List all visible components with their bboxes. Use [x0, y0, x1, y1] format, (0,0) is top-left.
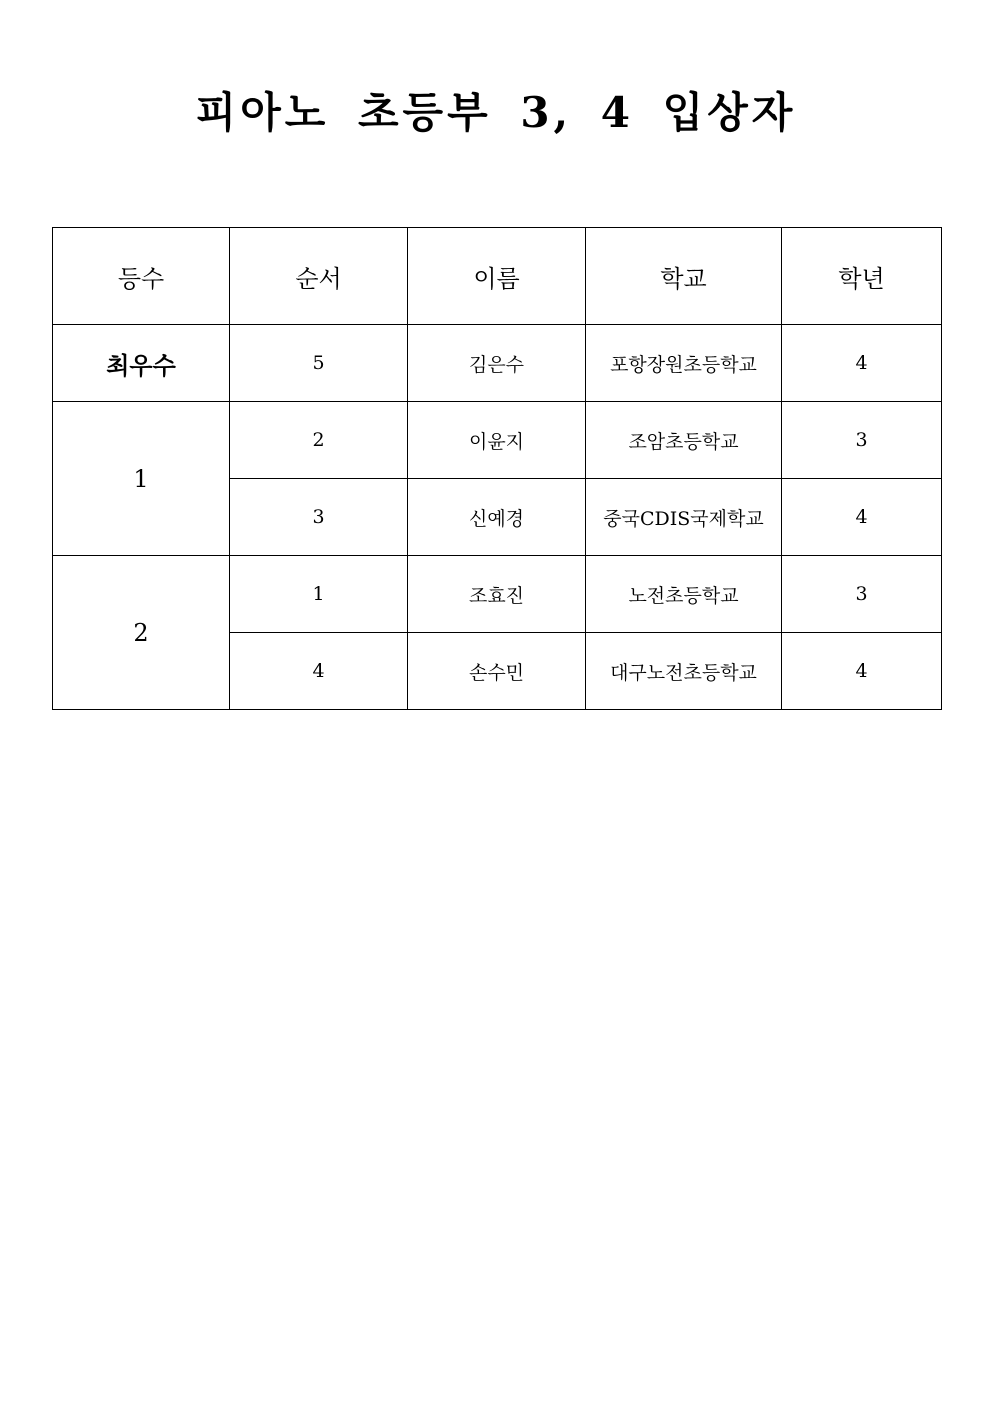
grade-cell: 4 — [782, 325, 942, 402]
name-cell: 조효진 — [408, 556, 586, 633]
grade-cell: 3 — [782, 402, 942, 479]
name-cell: 손수민 — [408, 633, 586, 710]
table-row — [53, 402, 942, 479]
school-cell: 조암초등학교 — [586, 402, 782, 479]
header-order: 순서 — [230, 228, 408, 325]
rank-cell: 2 — [53, 556, 230, 710]
name-cell: 신예경 — [408, 479, 586, 556]
table-header-row — [53, 228, 942, 325]
page-title: 피아노 초등부 3, 4 입상자 — [195, 88, 797, 137]
results-table — [52, 227, 942, 710]
order-cell: 2 — [230, 402, 408, 479]
order-cell: 4 — [230, 633, 408, 710]
order-cell: 5 — [230, 325, 408, 402]
header-rank: 등수 — [53, 228, 230, 325]
name-cell: 김은수 — [408, 325, 586, 402]
grade-cell: 4 — [782, 633, 942, 710]
grade-cell: 3 — [782, 556, 942, 633]
school-cell: 노전초등학교 — [586, 556, 782, 633]
header-school: 학교 — [586, 228, 782, 325]
name-cell: 이윤지 — [408, 402, 586, 479]
header-name: 이름 — [408, 228, 586, 325]
school-cell: 중국CDIS국제학교 — [586, 479, 782, 556]
table-row — [53, 556, 942, 633]
rank-cell: 최우수 — [53, 325, 230, 402]
school-cell: 대구노전초등학교 — [586, 633, 782, 710]
order-cell: 3 — [230, 479, 408, 556]
grade-cell: 4 — [782, 479, 942, 556]
school-cell: 포항장원초등학교 — [586, 325, 782, 402]
order-cell: 1 — [230, 556, 408, 633]
table-row — [53, 325, 942, 402]
header-grade: 학년 — [782, 228, 942, 325]
rank-cell: 1 — [53, 402, 230, 556]
